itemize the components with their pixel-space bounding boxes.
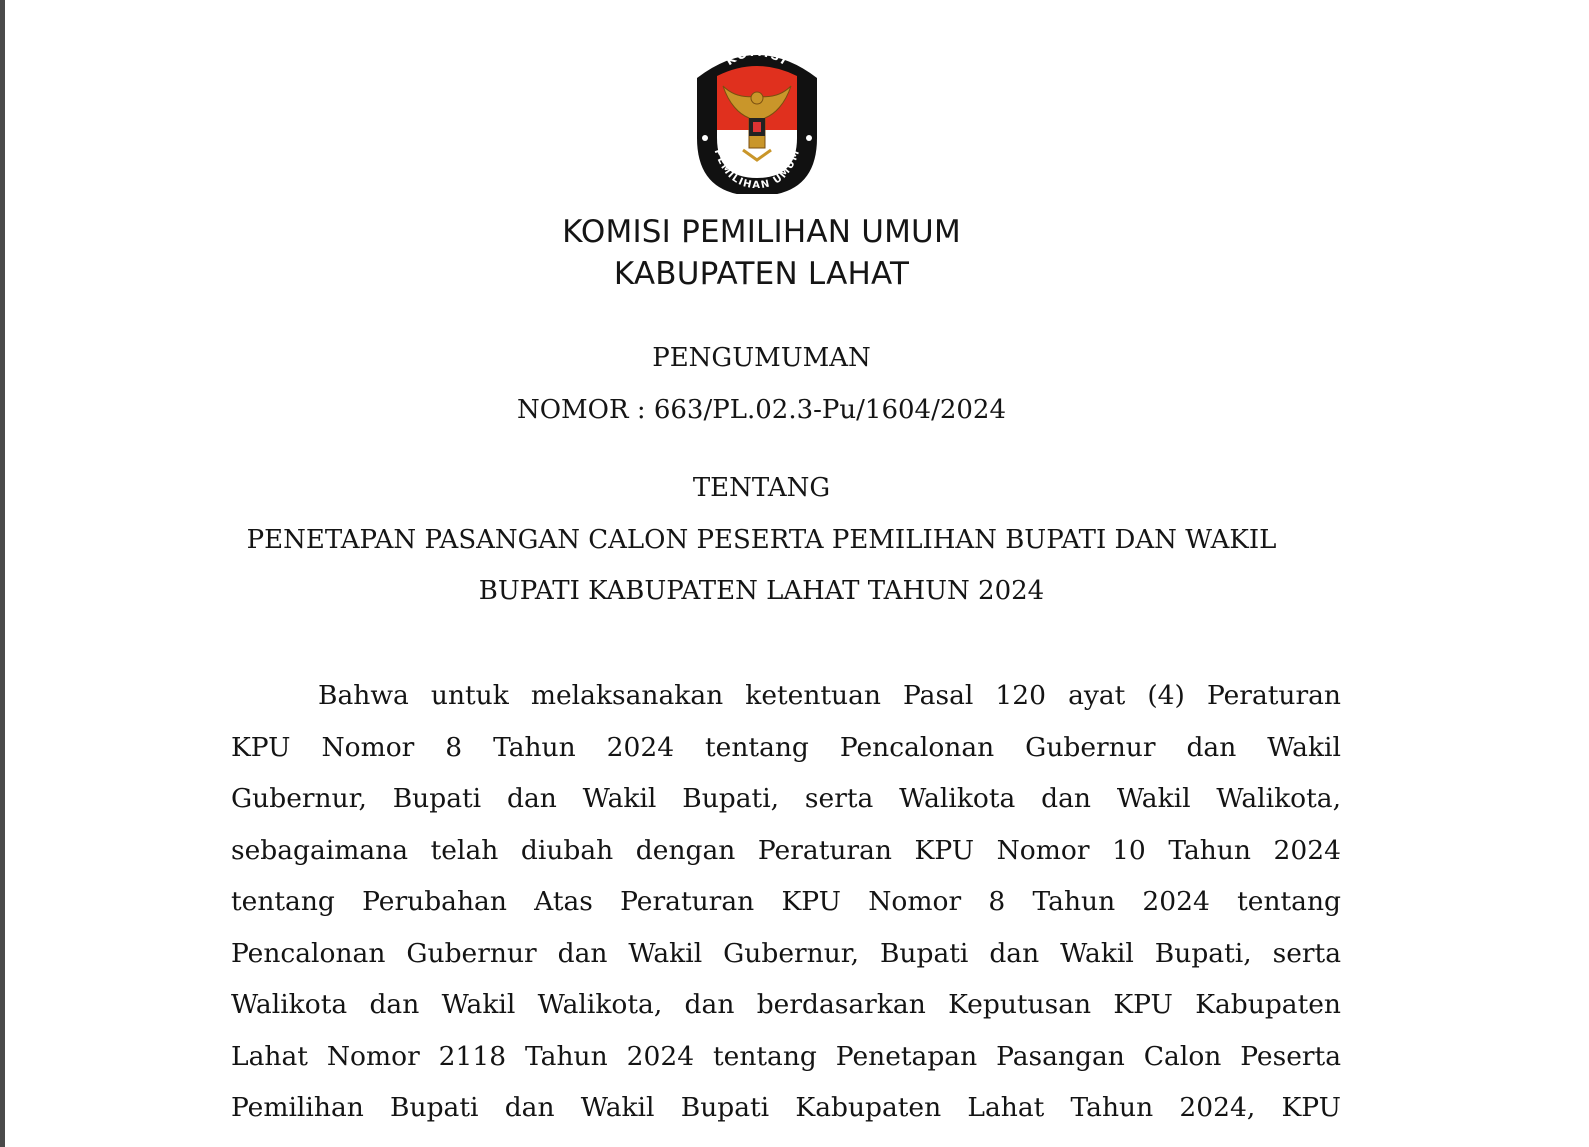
page-edge (0, 0, 5, 1147)
paragraph-line: Pemilihan Bupati dan Wakil Bupati Kabupaten Lahat Tahun 2024, KPU (231, 1092, 1341, 1123)
announcement-title-line2: BUPATI KABUPATEN LAHAT TAHUN 2024 (478, 576, 1045, 606)
logo-bottom-text: PEMILIHAN UMUM (711, 147, 803, 192)
paragraph-line: Pencalonan Gubernur dan Wakil Gubernur, Bupati dan Wakil Bupati, serta (231, 938, 1341, 969)
paragraph-line: Bahwa untuk melaksanakan ketentuan Pasal 120 ayat (4) Peraturan (318, 680, 1341, 711)
announcement-number: NOMOR : 663/PL.02.3-Pu/1604/2024 (516, 395, 1007, 425)
paragraph-line: tentang Perubahan Atas Peraturan KPU Nomor 8 Tahun 2024 tentang (231, 886, 1341, 917)
announcement-label: PENGUMUMAN (652, 343, 871, 373)
paragraph-line: sebagaimana telah diubah dengan Peraturan KPU Nomor 10 Tahun 2024 (231, 835, 1341, 866)
paragraph-line: KPU Nomor 8 Tahun 2024 tentang Pencalonan Gubernur dan Wakil (231, 732, 1341, 763)
paragraph-line: Lahat Nomor 2118 Tahun 2024 tentang Penetapan Pasangan Calon Peserta (231, 1041, 1341, 1072)
org-name-line2: KABUPATEN LAHAT (613, 256, 910, 292)
logo-top-text: KOMISI (723, 44, 791, 69)
paragraph-line: Walikota dan Wakil Walikota, dan berdasarkan Keputusan KPU Kabupaten (231, 989, 1341, 1020)
announcement-title-line1: PENETAPAN PASANGAN CALON PESERTA PEMILIHAN BUPATI DAN WAKIL (246, 525, 1277, 555)
about-label: TENTANG (692, 473, 831, 503)
kpu-logo (693, 38, 821, 194)
paragraph-line: Gubernur, Bupati dan Wakil Bupati, serta Walikota dan Wakil Walikota, (231, 783, 1341, 814)
org-name-line1: KOMISI PEMILIHAN UMUM (562, 214, 961, 250)
